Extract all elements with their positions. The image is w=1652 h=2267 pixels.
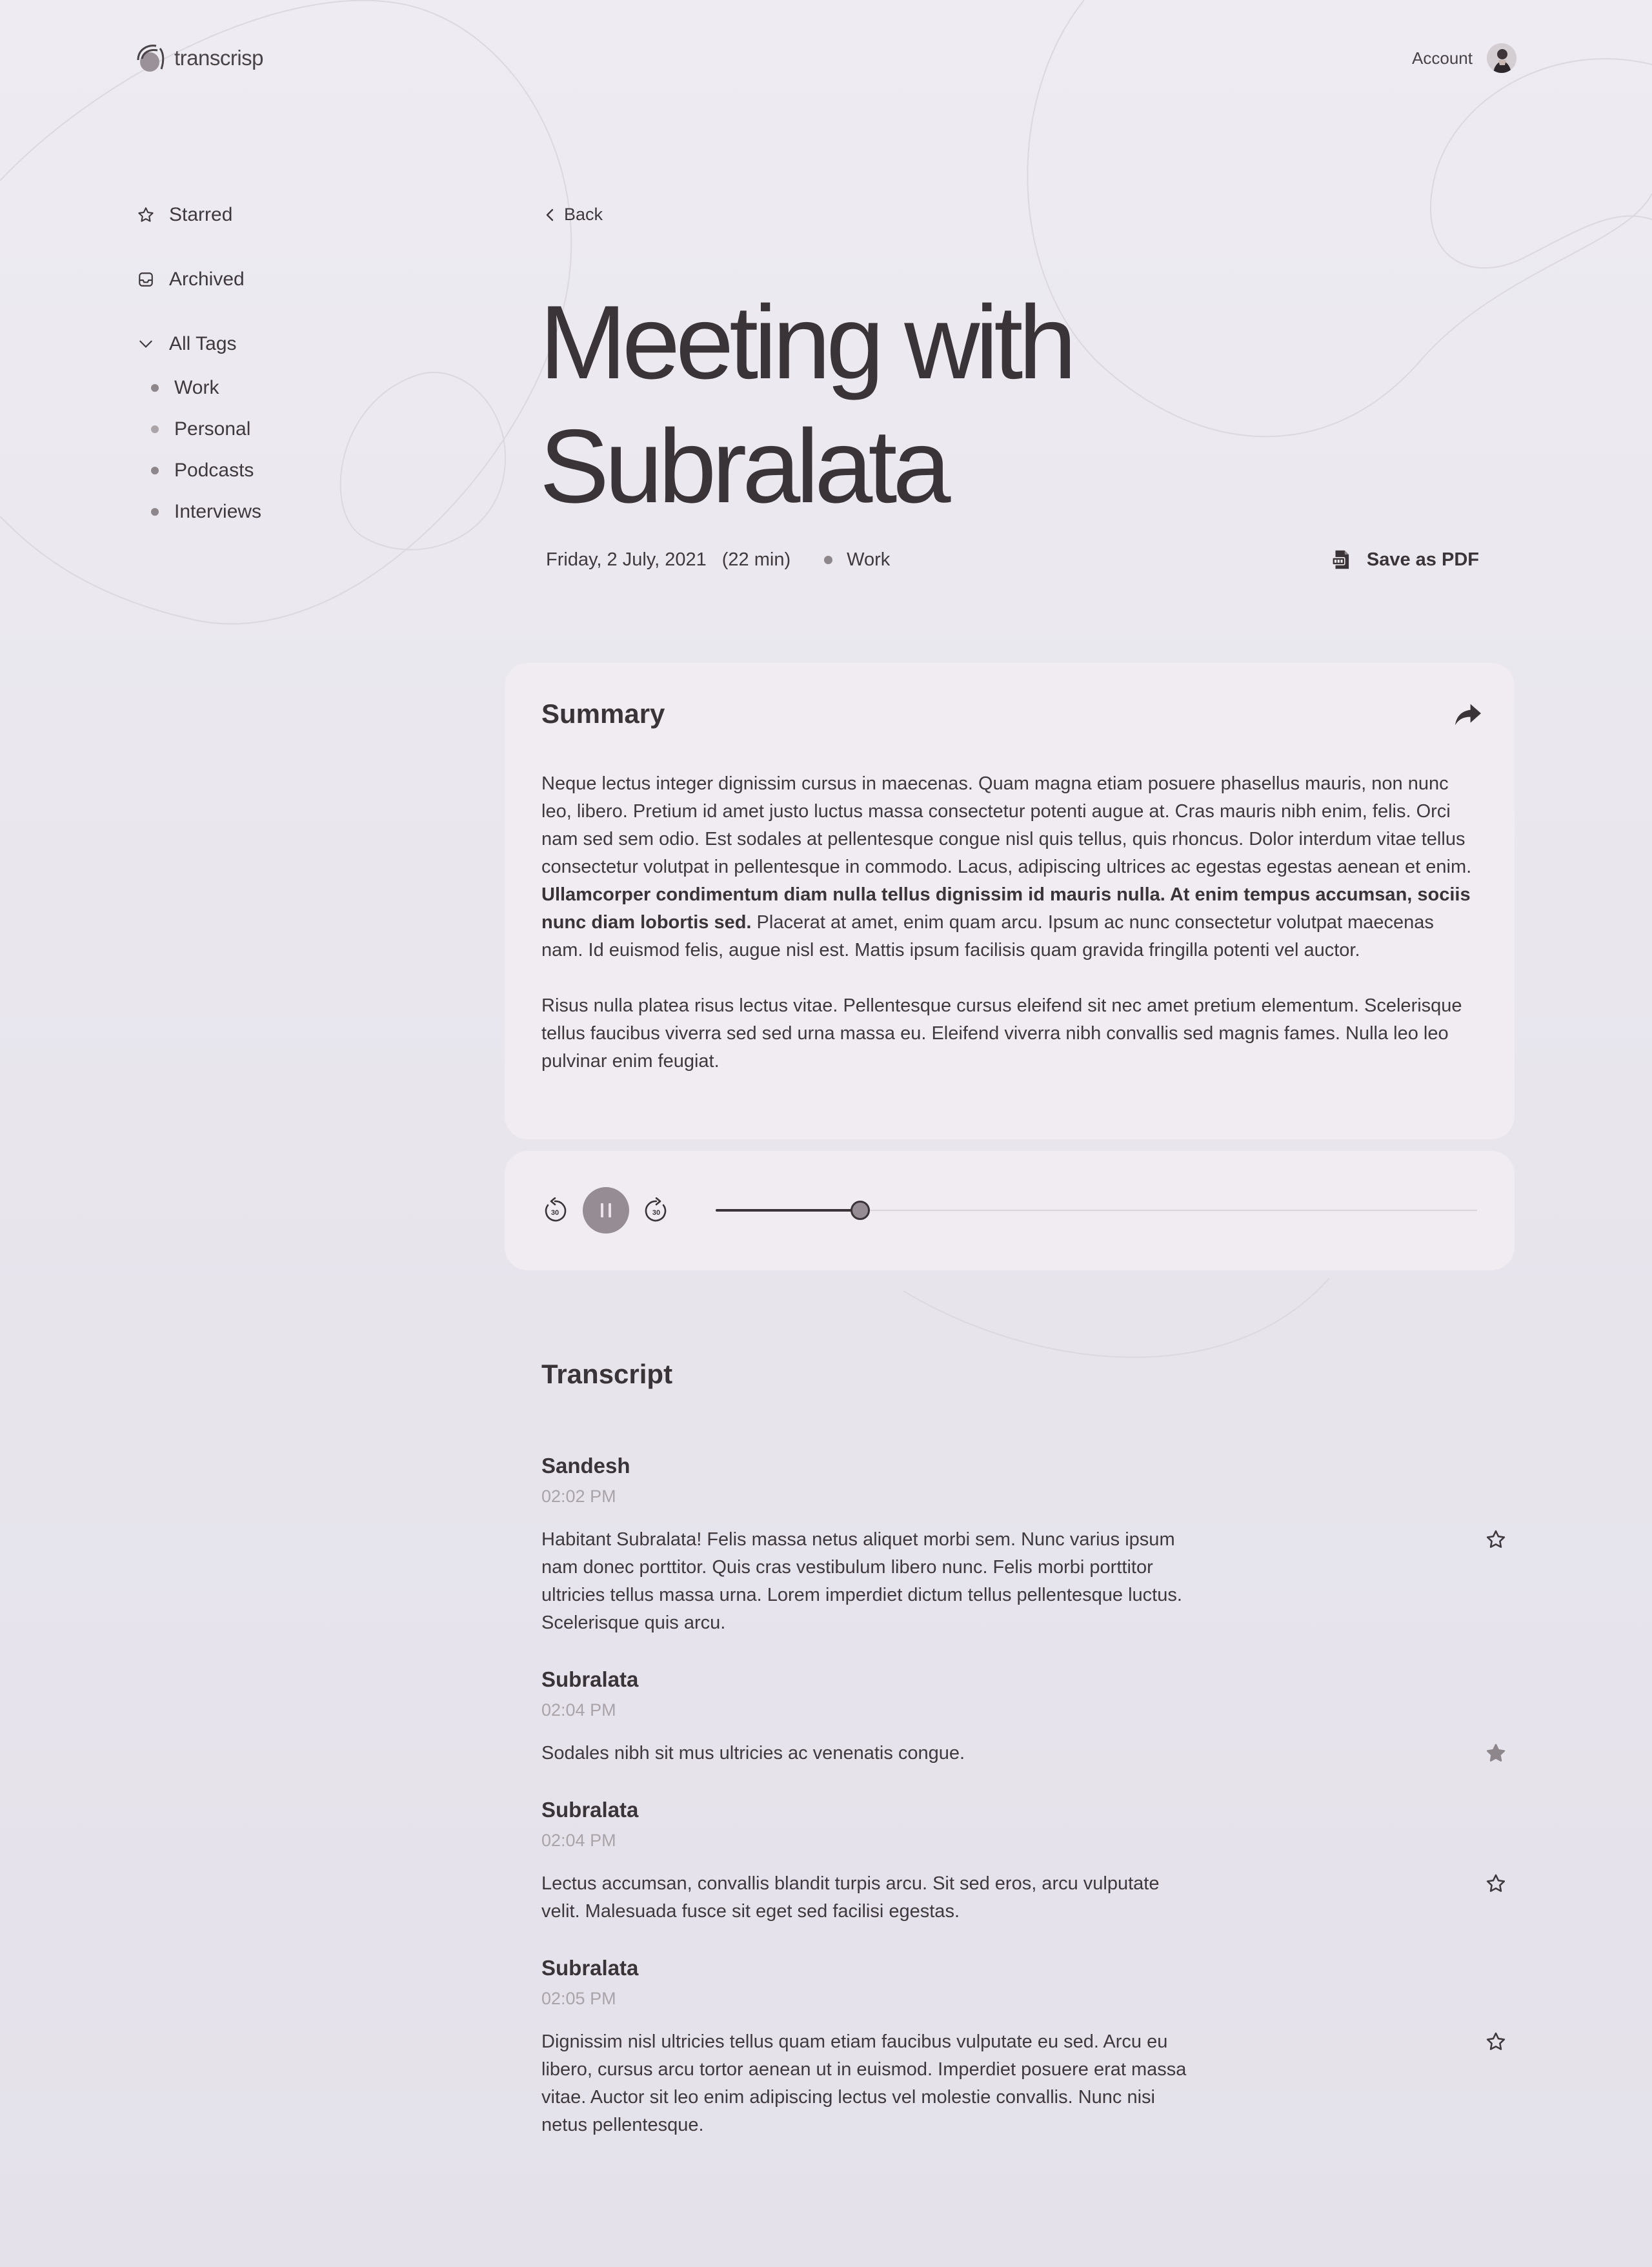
save-as-pdf-label: Save as PDF: [1366, 549, 1479, 570]
transcript-entry: [541, 1452, 1515, 1637]
star-button[interactable]: [1485, 1742, 1507, 1764]
entry-time: 02:04 PM: [541, 1700, 616, 1720]
star-button[interactable]: [1485, 1873, 1507, 1895]
entry-time: 02:02 PM: [541, 1487, 616, 1506]
audio-player: [505, 1151, 1515, 1270]
tag-dot: [151, 467, 159, 474]
tag-dot: [151, 425, 159, 433]
speaker-name: Subralata: [541, 1667, 639, 1691]
account-menu[interactable]: [1412, 41, 1516, 75]
tag-dot: [824, 556, 832, 564]
account-label: Account: [1412, 48, 1473, 68]
star-button[interactable]: [1485, 1529, 1507, 1550]
page-title: Meeting with Subralata: [539, 284, 1073, 525]
sidebar-item-label: Starred: [169, 204, 233, 225]
pause-icon: [609, 1203, 611, 1217]
transcript-entry: [541, 1955, 1515, 2139]
header: [136, 41, 1516, 75]
sidebar: [136, 197, 458, 540]
summary-text: [541, 770, 1477, 1075]
entry-time: 02:04 PM: [541, 1831, 616, 1850]
star-outline-icon: [1485, 2031, 1507, 2053]
forward-label: 30: [652, 1209, 661, 1217]
summary-paragraph: [541, 770, 1477, 964]
entry-text: Dignissim nisl ultricies tellus quam etiam faucibus vulputate eu sed. Arcu eu libero, cursus arcu tortor aenean ut in euismod. Imperdiet posuere erat massa vitae. Auctor sit leo enim adipiscing lectus vel molestie convallis. Nunc nisi netus pellentesque.: [541, 2031, 1187, 2135]
tag-label: Personal: [174, 418, 251, 440]
pause-button[interactable]: [583, 1187, 629, 1234]
summary-title: Summary: [541, 698, 665, 729]
sidebar-item-all-tags[interactable]: [136, 326, 458, 362]
sidebar-item-label: All Tags: [169, 333, 237, 354]
pdf-file-icon: [1329, 547, 1354, 572]
transcript-list: [541, 1452, 1515, 2168]
rewind-30-button[interactable]: [541, 1197, 569, 1225]
speaker-name: Subralata: [541, 1798, 639, 1822]
tag-dot: [151, 508, 159, 516]
tag-label: Podcasts: [174, 460, 254, 481]
rewind-label: 30: [550, 1209, 559, 1217]
rewind-icon: [541, 1197, 569, 1225]
chevron-down-icon: [136, 334, 156, 354]
star-button[interactable]: [1485, 2031, 1507, 2053]
share-button[interactable]: [1454, 702, 1482, 727]
speaker-name: Subralata: [541, 1956, 639, 1980]
star-outline-icon: [1485, 1873, 1507, 1895]
forward-icon: [643, 1197, 670, 1225]
transcript-title: Transcript: [541, 1359, 673, 1389]
progress-track[interactable]: [716, 1210, 1477, 1211]
summary-card: [505, 663, 1515, 1139]
tag-label: Work: [174, 377, 219, 398]
star-filled-icon: [1485, 1742, 1507, 1764]
meeting-duration: (22 min): [721, 549, 791, 570]
tag-personal[interactable]: [151, 416, 458, 442]
summary-paragraph: Risus nulla platea risus lectus vitae. Pellentesque cursus eleifend sit nec amet pretium elementum. Scelerisque tellus faucibus viverra sed sed urna massa eu. Eleifend viverra nibh convallis sed magnis fames. Nulla leo leo pulvinar enim feugiat.: [541, 995, 1462, 1072]
tag-podcasts[interactable]: [151, 458, 458, 483]
tag-list: [136, 375, 458, 525]
share-icon: [1454, 702, 1482, 727]
progress-fill: [716, 1209, 860, 1212]
save-as-pdf-button[interactable]: [1329, 544, 1479, 575]
forward-30-button[interactable]: [643, 1197, 670, 1225]
logo-icon: [136, 42, 168, 74]
app-name: transcrisp: [174, 46, 264, 70]
summary-text-span: Placerat at amet, enim quam arcu. Ipsum ac nunc consectetur volutpat maecenas nam. Id euismod felis, augue nisl est. Mattis ipsum facilisis quam gravida fringilla potenti vel auctor.: [541, 912, 1434, 961]
pause-icon: [601, 1203, 603, 1217]
star-icon: [136, 205, 156, 225]
chevron-left-icon: [543, 207, 556, 223]
sidebar-item-label: Archived: [169, 269, 245, 290]
tag-dot: [151, 384, 159, 392]
summary-text-span: Neque lectus integer dignissim cursus in maecenas. Quam magna etiam posuere phasellus mauris, non nunc leo, libero. Pretium id amet justo luctus massa consectetur potenti augue at. Cras mauris nibh enim, felis. Orci nam sed sem odio. Est sodales at pellentesque congue nisl quis tellus, quis rhoncus. Dolor interdum vitae tellus consectetur volutpat in pellentesque in commodo. Lacus, adipiscing ultrices ac egestas egestas aenean et enim.: [541, 773, 1472, 877]
sidebar-item-archived[interactable]: [136, 261, 458, 298]
back-label: Back: [564, 205, 603, 224]
summary-bold-text: Ullamcorper condimentum diam nulla tellus dignissim id mauris nulla. At enim tempus accumsan, sociis nunc diam lobortis sed.: [541, 884, 1471, 933]
tag-work[interactable]: [151, 375, 458, 401]
tag-label: Interviews: [174, 501, 262, 522]
avatar[interactable]: [1487, 43, 1516, 73]
star-outline-icon: [1485, 1529, 1507, 1550]
transcript-entry: [541, 1796, 1515, 1926]
sidebar-item-starred[interactable]: [136, 197, 458, 233]
entry-text: Sodales nibh sit mus ultricies ac venenatis congue.: [541, 1743, 965, 1764]
transcript-entry: [541, 1666, 1515, 1767]
meeting-tag[interactable]: Work: [847, 549, 891, 570]
entry-text: Habitant Subralata! Felis massa netus aliquet morbi sem. Nunc varius ipsum nam donec porttitor. Quis cras vestibulum libero nunc. Felis morbi porttitor ultricies tellus massa urna. Lorem imperdiet dictum tellus pellentesque luctus. Scelerisque quis arcu.: [541, 1529, 1182, 1633]
tag-interviews[interactable]: [151, 499, 458, 525]
logo[interactable]: [136, 41, 263, 75]
meeting-meta: [546, 545, 890, 574]
progress-handle[interactable]: [851, 1201, 870, 1220]
inbox-icon: [136, 269, 156, 290]
back-button[interactable]: [543, 205, 603, 225]
speaker-name: Sandesh: [541, 1454, 630, 1478]
entry-text: Lectus accumsan, convallis blandit turpis arcu. Sit sed eros, arcu vulputate velit. Malesuada fusce sit eget sed facilisi egestas.: [541, 1873, 1160, 1922]
entry-time: 02:05 PM: [541, 1989, 616, 2008]
meeting-date: Friday, 2 July, 2021: [546, 549, 707, 570]
